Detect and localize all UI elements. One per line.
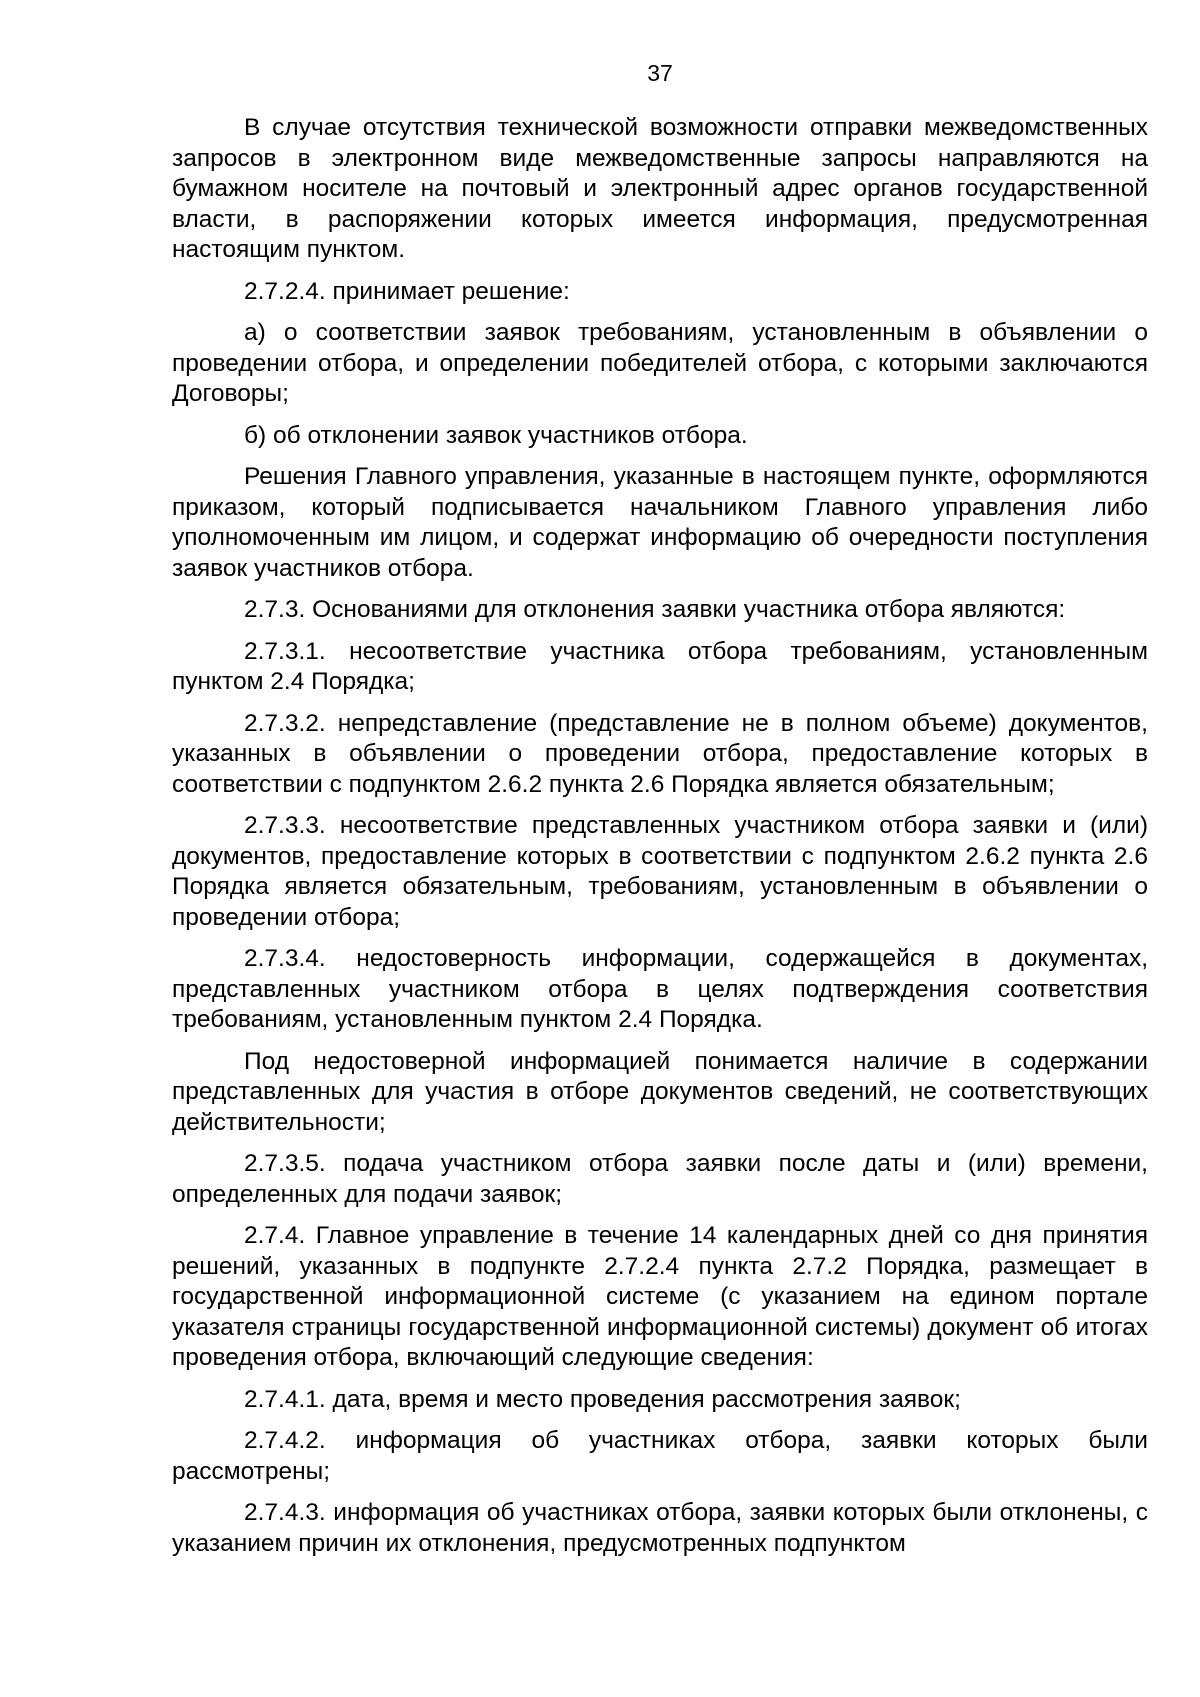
paragraph-2-7-4-1: 2.7.4.1. дата, время и место проведения рассмотрения заявок;: [244, 1385, 961, 1413]
paragraph-2-7-3-3: 2.7.3.3. несоответствие представленных участником отбора заявки и (или) документов, предоставление которых в соответствии с подпунктом 2.6.2 пункта 2.6 Порядка является обязательным, требованиям, установленным в объявлении о проведении отбора;: [172, 812, 1148, 931]
paragraph-2-7-3-4: 2.7.3.4. недостоверность информации, содержащейся в документах, представленных участником отбора в целях подтверждения соответствия требованиям, установленным пунктом 2.4 Порядка.: [172, 945, 1148, 1033]
document-body: [172, 113, 1148, 1570]
paragraph-2-7-3: 2.7.3. Основаниями для отклонения заявки участника отбора являются:: [244, 596, 1066, 623]
paragraph-2-7-4-2: 2.7.4.2. информация об участниках отбора, заявки которых были рассмотрены;: [172, 1427, 1148, 1485]
paragraph-interagency-requests: В случае отсутствия технической возможности отправки межведомственных запросов в электронном виде межведомственные запросы направляются на бумажном носителе на почтовый и электронный адрес органов государственной власти, в распоряжении которых имеется информация, предусмотренная настоящим пунктом.: [172, 114, 1148, 263]
paragraph-2-7-3-2: 2.7.3.2. непредставление (представление не в полном объеме) документов, указанных в объявлении о проведении отбора, предоставление которых в соответствии с подпунктом 2.6.2 пункта 2.6 Порядка является обязательным;: [172, 709, 1148, 798]
paragraph-2-7-2-4: 2.7.2.4. принимает решение:: [244, 277, 570, 305]
paragraph-2-7-4: 2.7.4. Главное управление в течение 14 календарных дней со дня принятия решений, указанных в подпункте 2.7.2.4 пункта 2.7.2 Порядка, размещает в государственной информационной системе (с указанием на едином портале указателя страницы государственной информационной системы) документ об итогах проведения отбора, включающий следующие сведения:: [172, 1222, 1148, 1371]
paragraph-2-7-2-4-a: а) о соответствии заявок требованиям, установленным в объявлении о проведении отбора, и определении победителей отбора, с которыми заключаются Договоры;: [172, 319, 1148, 407]
page-number: 37: [647, 60, 673, 86]
paragraph-2-7-3-1: 2.7.3.1. несоответствие участника отбора требованиям, установленным пунктом 2.4 Порядка;: [172, 637, 1148, 695]
paragraph-2-7-3-5: 2.7.3.5. подача участником отбора заявки после даты и (или) времени, определенных для подачи заявок;: [172, 1150, 1148, 1208]
paragraph-decisions-order: Решения Главного управления, указанные в настоящем пункте, оформляются приказом, который подписывается начальником Главного управления либо уполномоченным им лицом, и содержат информацию об очередности поступления заявок участников отбора.: [172, 463, 1148, 582]
paragraph-2-7-2-4-b: б) об отклонении заявок участников отбора.: [244, 421, 748, 449]
paragraph-unreliable-info: Под недостоверной информацией понимается наличие в содержании представленных для участия в отборе документов сведений, не соответствующих действительности;: [172, 1047, 1148, 1136]
paragraph-2-7-4-3: 2.7.4.3. информация об участниках отбора, заявки которых были отклонены, с указанием причин их отклонения, предусмотренных подпунктом: [172, 1499, 1148, 1557]
